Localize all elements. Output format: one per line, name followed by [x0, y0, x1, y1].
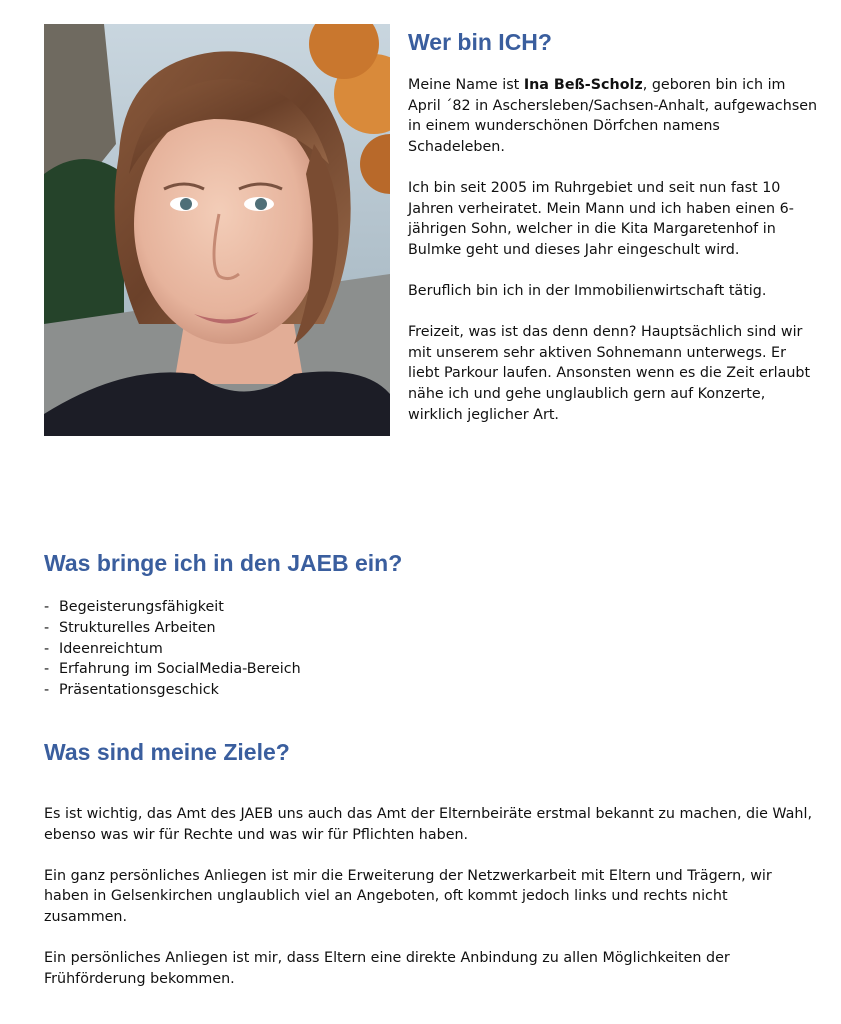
- list-item: [44, 597, 301, 618]
- goals-paragraph-network: Ein ganz persönliches Anliegen ist mir die Erweiterung der Netzwerkarbeit mit Eltern und Trägern, wir haben in Gelsenkirchen unglaublich viel an Angeboten, oft kommt jedoch links und rechts nicht zusammen.: [44, 867, 772, 925]
- list-item-label: Begeisterungsfähigkeit: [59, 599, 224, 615]
- list-item: [44, 639, 301, 660]
- list-item-label: Ideenreichtum: [59, 640, 163, 657]
- bullet-dash: -: [44, 682, 50, 699]
- intro-text-span: Meine Name ist: [408, 77, 524, 93]
- list-item-label: Strukturelles Arbeiten: [59, 619, 216, 636]
- goals-paragraph-awareness: Es ist wichtig, das Amt des JAEB uns auch das Amt der Elternbeiräte erstmal bekannt zu machen, die Wahl, ebenso was wir für Rechte und was wir für Pflichten haben.: [44, 806, 812, 843]
- list-item: [44, 659, 301, 680]
- goals-text: [44, 804, 814, 989]
- list-item: [44, 618, 301, 639]
- skills-list: [44, 597, 301, 701]
- portrait-photo: [44, 24, 390, 436]
- list-item: [44, 680, 301, 701]
- intro-paragraph-job: Beruflich bin ich in der Immobilienwirtschaft tätig.: [408, 282, 767, 299]
- list-item-label: Erfahrung im SocialMedia-Bereich: [59, 661, 301, 678]
- intro-paragraph-freetime: Freizeit, was ist das denn denn? Hauptsächlich sind wir mit unserem sehr aktiven Sohnemann unterwegs. Er liebt Parkour laufen. Ansonsten wenn es die Zeit erlaubt nähe ich und gehe unglaublich gern auf Konzerte, wirklich jeglicher Art.: [408, 324, 811, 423]
- heading-who-am-i: Wer bin ICH?: [408, 29, 552, 55]
- heading-contribution: Was bringe ich in den JAEB ein?: [44, 550, 403, 576]
- intro-paragraph-family: Ich bin seit 2005 im Ruhrgebiet und seit nun fast 10 Jahren verheiratet. Mein Mann und ich haben einen 6-jährigen Sohn, welcher in die Kita Margaretenhof in Bulmke geht und dieses Jahr eingeschult wird.: [408, 179, 794, 258]
- bullet-dash: -: [44, 619, 50, 636]
- goals-paragraph-early-support: Ein persönliches Anliegen ist mir, dass Eltern eine direkte Anbindung zu allen Möglichkeiten der Frühförderung bekommen.: [44, 950, 730, 987]
- intro-text-span: , geboren bin ich im April ´82 in Aschersleben/Sachsen-Anhalt, aufgewachsen in einem wunderschönen Dörfchen namens Schadeleben.: [408, 77, 818, 155]
- list-item-label: Präsentationsgeschick: [59, 682, 219, 699]
- intro-text: [408, 75, 818, 425]
- bullet-dash: -: [44, 599, 50, 615]
- bullet-dash: -: [44, 640, 50, 657]
- intro-paragraph-name: [408, 75, 818, 157]
- bullet-dash: -: [44, 661, 50, 678]
- heading-goals: Was sind meine Ziele?: [44, 739, 290, 765]
- person-name: Ina Beß-Scholz: [523, 77, 643, 93]
